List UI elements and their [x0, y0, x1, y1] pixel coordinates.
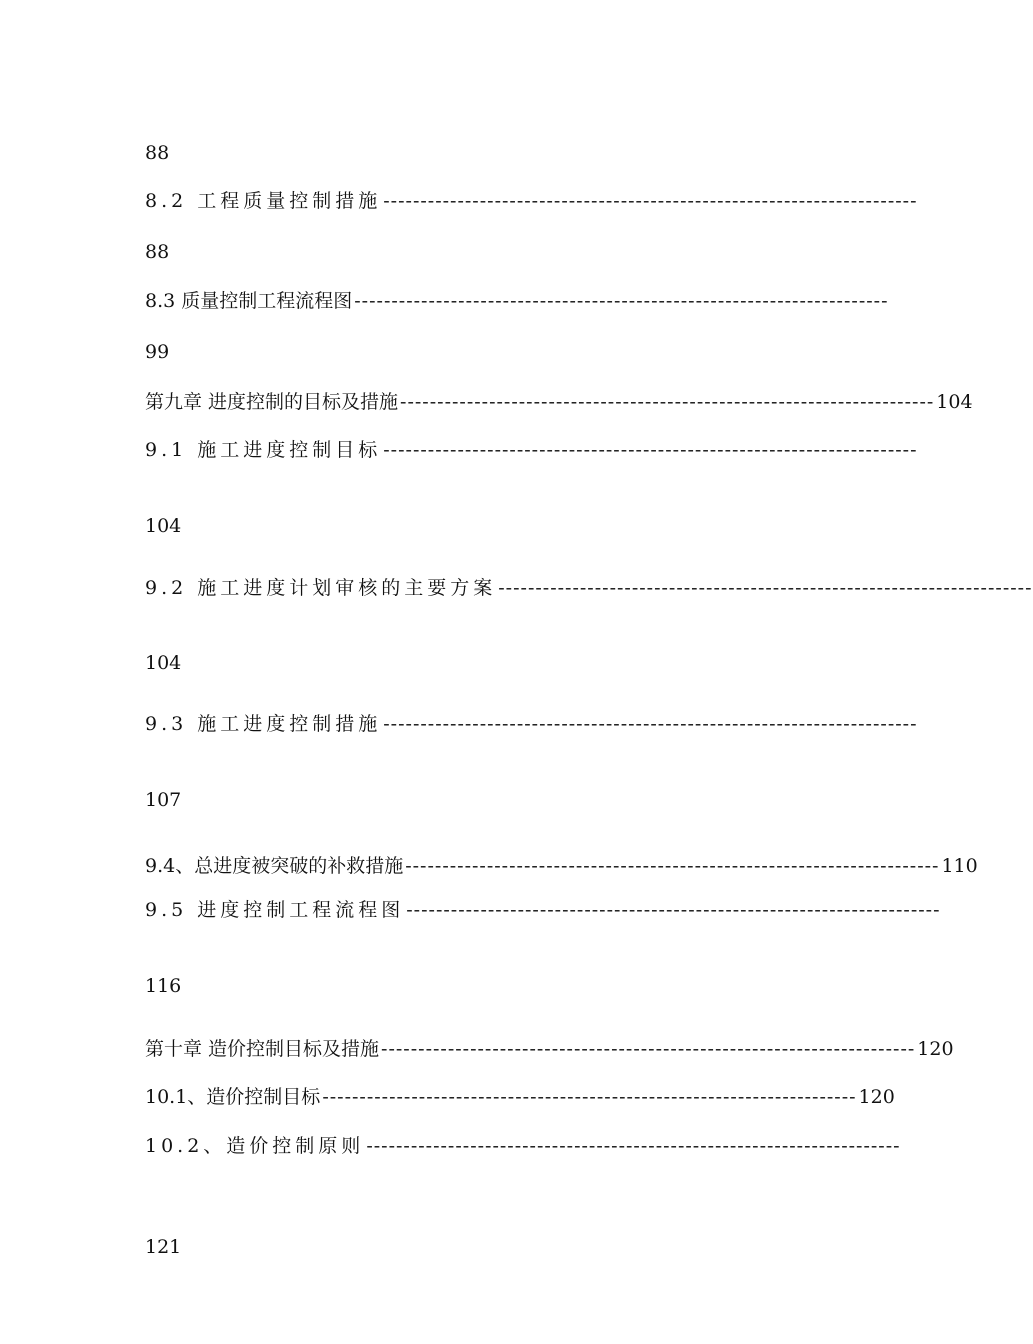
toc-entry-page: 120	[917, 1038, 954, 1060]
toc-entry-title: 第九章 进度控制的目标及措施	[145, 391, 399, 413]
toc-dot-leader: ------------------------------------------------------------------------	[381, 1038, 916, 1060]
toc-page-number: 104	[145, 515, 182, 537]
toc-entry-title: 9.4、总进度被突破的补救措施	[145, 855, 404, 877]
toc-entry-8-3[interactable]	[145, 289, 889, 313]
toc-page-number: 116	[145, 975, 182, 997]
toc-entry-title: 10.1、造价控制目标	[145, 1086, 321, 1108]
toc-entry-page: 104	[936, 391, 973, 413]
toc-entry-8-2[interactable]	[145, 189, 918, 213]
toc-entry-title: 9.2 施工进度计划审核的主要方案	[145, 577, 497, 599]
toc-dot-leader: ------------------------------------------------------------------------	[366, 1135, 901, 1157]
toc-entry-page: 120	[858, 1086, 895, 1108]
toc-page-number: 121	[145, 1236, 182, 1258]
toc-entry-title: 9.5 进度控制工程流程图	[145, 899, 405, 921]
toc-entry-title: 9.3 施工进度控制措施	[145, 713, 382, 735]
toc-dot-leader: ------------------------------------------------------------------------	[405, 855, 940, 877]
toc-entry-page: 110	[941, 855, 978, 877]
toc-entry-chapter-10[interactable]	[145, 1037, 954, 1061]
toc-entry-chapter-9[interactable]	[145, 390, 973, 414]
toc-entry-title: 9.1 施工进度控制目标	[145, 439, 382, 461]
toc-dot-leader: ------------------------------------------------------------------------	[406, 899, 941, 921]
toc-dot-leader: ------------------------------------------------------------------------	[383, 190, 918, 212]
toc-entry-9-3[interactable]	[145, 712, 918, 736]
toc-entry-10-2[interactable]	[145, 1134, 901, 1158]
toc-dot-leader: ------------------------------------------------------------------------	[322, 1086, 857, 1108]
toc-entry-10-1[interactable]	[145, 1085, 895, 1109]
toc-dot-leader: ------------------------------------------------------------------------	[383, 439, 918, 461]
toc-entry-9-4[interactable]	[145, 854, 978, 878]
toc-dot-leader: ------------------------------------------------------------------------	[383, 713, 918, 735]
toc-page-number: 107	[145, 789, 182, 811]
toc-page-number: 99	[145, 341, 170, 363]
toc-page-number: 104	[145, 652, 182, 674]
toc-entry-title: 10.2、造价控制原则	[145, 1135, 365, 1157]
toc-entry-9-5[interactable]	[145, 898, 941, 922]
toc-entry-title: 第十章 造价控制目标及措施	[145, 1038, 380, 1060]
toc-entry-9-1[interactable]	[145, 438, 918, 462]
toc-page-number: 88	[145, 142, 170, 164]
toc-entry-title: 8.3 质量控制工程流程图	[145, 290, 353, 312]
toc-entry-9-2[interactable]	[145, 576, 1033, 600]
toc-dot-leader: ------------------------------------------------------------------------	[354, 290, 889, 312]
toc-page-number: 88	[145, 241, 170, 263]
toc-entry-title: 8.2 工程质量控制措施	[145, 190, 382, 212]
toc-dot-leader: ------------------------------------------------------------------------	[498, 577, 1033, 599]
toc-dot-leader: ------------------------------------------------------------------------	[400, 391, 935, 413]
